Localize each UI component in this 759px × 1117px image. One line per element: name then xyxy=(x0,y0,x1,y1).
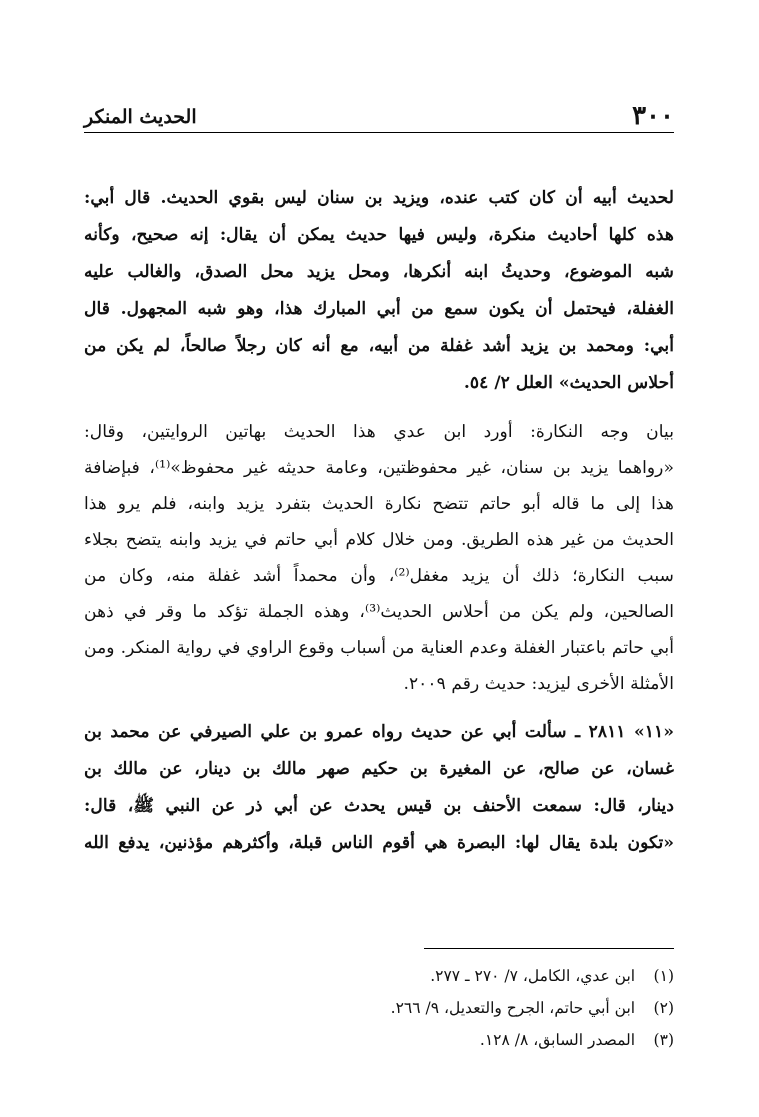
footnote-text: المصدر السابق، ٨/ ١٢٨. xyxy=(479,1031,636,1049)
footnote xyxy=(84,992,674,1024)
footnote-number: (٣) xyxy=(653,1031,674,1049)
footnote-rule xyxy=(424,948,674,949)
text-line: بيان وجه النكارة: أورد ابن عدي هذا الحديث بهاتين الروايتين، وقال: xyxy=(84,422,674,442)
text-line: أحلاس الحديث» العلل ٢/ ٥٤. xyxy=(463,373,674,393)
footnote-number: (٢) xyxy=(653,999,674,1017)
text-line: أبي: ومحمد بن يزيد أشد غفلة من أبيه، مع أنه كان رجلاً صالحاً، لم يكن من xyxy=(84,336,674,356)
text-line: أبي حاتم باعتبار الغفلة وعدم العناية من أسباب وقوع الراوي في رواية المنكر. ومن xyxy=(84,638,674,658)
text-line: دينار، قال: سمعت الأحنف بن قيس يحدث عن أبي ذر عن النبي ﷺ، قال: xyxy=(84,796,674,816)
paragraph-quote-continuation xyxy=(84,180,674,402)
footnote-text: ابن عدي، الكامل، ٧/ ٢٧٠ ـ ٢٧٧. xyxy=(430,967,636,985)
text-line: «رواهما يزيد بن سنان، غير محفوظتين، وعامة حديثه غير محفوظ»⁽¹⁾، فبإضافة xyxy=(84,458,674,478)
text-line: لحديث أبيه أن كان كتب عنده، ويزيد بن سنان ليس بقوي الحديث. قال أبي: xyxy=(84,188,674,208)
footnote xyxy=(84,1024,674,1056)
text-line: شبه الموضوع، وحديثُ ابنه أنكرها، ومحل يزيد محل الصدق، والغالب عليه xyxy=(84,262,674,282)
text-line: غسان، عن صالح، عن المغيرة بن حكيم صهر مالك بن دينار، عن مالك بن xyxy=(84,759,674,779)
page-number: ٣٠٠ xyxy=(632,101,674,131)
text-line: الحديث من غير هذه الطريق. ومن خلال كلام أبي حاتم في يزيد وابنه يتضح بجلاء xyxy=(84,530,674,550)
footnotes xyxy=(84,960,674,1056)
text-line: الأمثلة الأخرى ليزيد: حديث رقم ٢٠٠٩. xyxy=(403,674,674,694)
paragraph-hadith-entry xyxy=(84,714,674,862)
footnote-number: (١) xyxy=(653,967,674,985)
text-line: هذه كلها أحاديث منكرة، وليس فيها حديث يمكن أن يقال: إنه صحيح، وكأنه xyxy=(84,225,674,245)
text-line: «١١» ٢٨١١ ـ سألت أبي عن حديث رواه عمرو بن علي الصيرفي عن محمد بن xyxy=(84,722,674,742)
page-header xyxy=(84,96,674,130)
running-title: الحديث المنكر xyxy=(84,106,197,128)
text-line: هذا إلى ما قاله أبو حاتم تتضح نكارة الحديث بتفرد يزيد وابنه، فلم يرو هذا xyxy=(84,494,674,514)
footnote-text: ابن أبي حاتم، الجرح والتعديل، ٩/ ٢٦٦. xyxy=(390,999,636,1017)
text-line: الغفلة، فيحتمل أن يكون سمع من أبي المبارك هذا، وهو شبه المجهول. قال xyxy=(84,299,674,319)
paragraph-explanation xyxy=(84,414,674,702)
main-text xyxy=(84,180,674,862)
text-line: الصالحين، ولم يكن من أحلاس الحديث⁽³⁾، وهذه الجملة تؤكد ما وقر في ذهن xyxy=(84,602,674,622)
text-line: سبب النكارة؛ ذلك أن يزيد مغفل⁽²⁾، وأن محمداً أشد غفلة منه، وكان من xyxy=(84,566,674,586)
header-rule xyxy=(84,132,674,133)
footnote xyxy=(84,960,674,992)
text-line: «تكون بلدة يقال لها: البصرة هي أقوم الناس قبلة، وأكثرهم مؤذنين، يدفع الله xyxy=(84,833,674,853)
